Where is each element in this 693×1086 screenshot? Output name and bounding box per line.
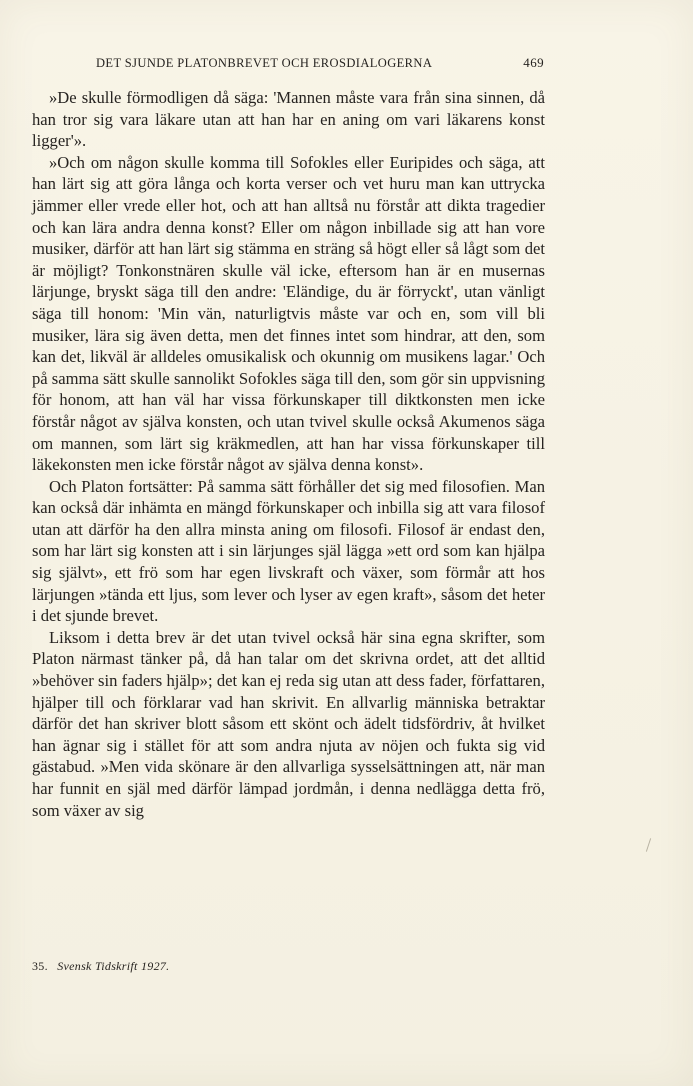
margin-pencil-mark xyxy=(646,838,651,852)
running-head-title: DET SJUNDE PLATONBREVET OCH EROSDIALOGERNA xyxy=(96,56,433,70)
paragraph-4: Liksom i detta brev är det utan tvivel också här sina egna skrifter, som Platon närmast tänker på, då han talar om det skrivna ordet, att det alltid »behöver sin faders hjälp»; det kan ej reda sig utan att dess fader, författaren, hjälper till och förklarar vad han skrivit. En allvarlig människa betraktar därför det han skriver blott såsom ett skönt och ädelt tidsfördriv, åt hvilket han ägnar sig i stället för att som andra njuta av nöjen och fukta sig vid gästabud. »Men vida skönare är den allvarliga sysselsättningen att, när man har funnit en själ med därför lämpad jordmån, i denna nedlägga detta frö, som växer av sig xyxy=(32,627,545,820)
paragraph-1: »De skulle förmodligen då säga: 'Mannen måste vara från sina sinnen, då han tror sig vara läkare utan att han har en aning om vari läkarens konst ligger'». xyxy=(32,88,545,151)
text-body xyxy=(32,87,545,821)
signature-title: Svensk Tidskrift 1927. xyxy=(57,959,170,973)
signature-number: 35. xyxy=(32,959,48,973)
page-number: 469 xyxy=(523,55,544,70)
paragraph-2: »Och om någon skulle komma till Sofokles eller Euripides och säga, att han lärt sig att göra långa och korta verser och vet huru man kan uttrycka jämmer eller vrede eller hot, och att han alltså nu förstår att dikta tragedier och kan lära andra denna konst? Eller om någon inbillade sig att han vore musiker, därför att han lärt sig stämma en sträng så högt eller så lågt som det är möjligt? Tonkonstnären skulle väl icke, eftersom han är en musernas lärjunge, bryskt säga till den andre: 'Eländige, du är förryckt', utan vänligt säga till honom: 'Min vän, naturligtvis måste var och en, som vill bli musiker, lära sig även detta, men det finnes intet som hindrar, att den, som kan det, likväl är alldeles omusikalisk och okunnig om musikens lagar.' Och på samma sätt skulle sannolikt Sofokles säga till den, som gör sin uppvisning för honom, att han väl har vissa förkunskaper till diktkonsten men icke förstår något av själva konsten, och utan tvivel skulle också Akumenos säga om mannen, som lärt sig kräkmedlen, att han har vissa förkunskaper till läkekonsten men icke förstår något av själva denna konst». xyxy=(32,152,545,475)
paragraph-3: Och Platon fortsätter: På samma sätt förhåller det sig med filosofien. Man kan också där inhämta en mängd förkunskaper och inbilla sig att vara filosof utan att därför ha den allra minsta aning om filosofi. Filosof är endast den, som har lärt sig konsten att i sin lärjunges själ lägga »ett ord som kan hjälpa sig självt», ett frö som har egen livskraft och växer, som förmår att hos lärjungen »tända ett ljus, som lever och lyser av egen kraft», såsom det heter i det sjunde brevet. xyxy=(32,476,545,626)
running-head xyxy=(96,54,544,72)
footer-signature xyxy=(32,958,169,974)
